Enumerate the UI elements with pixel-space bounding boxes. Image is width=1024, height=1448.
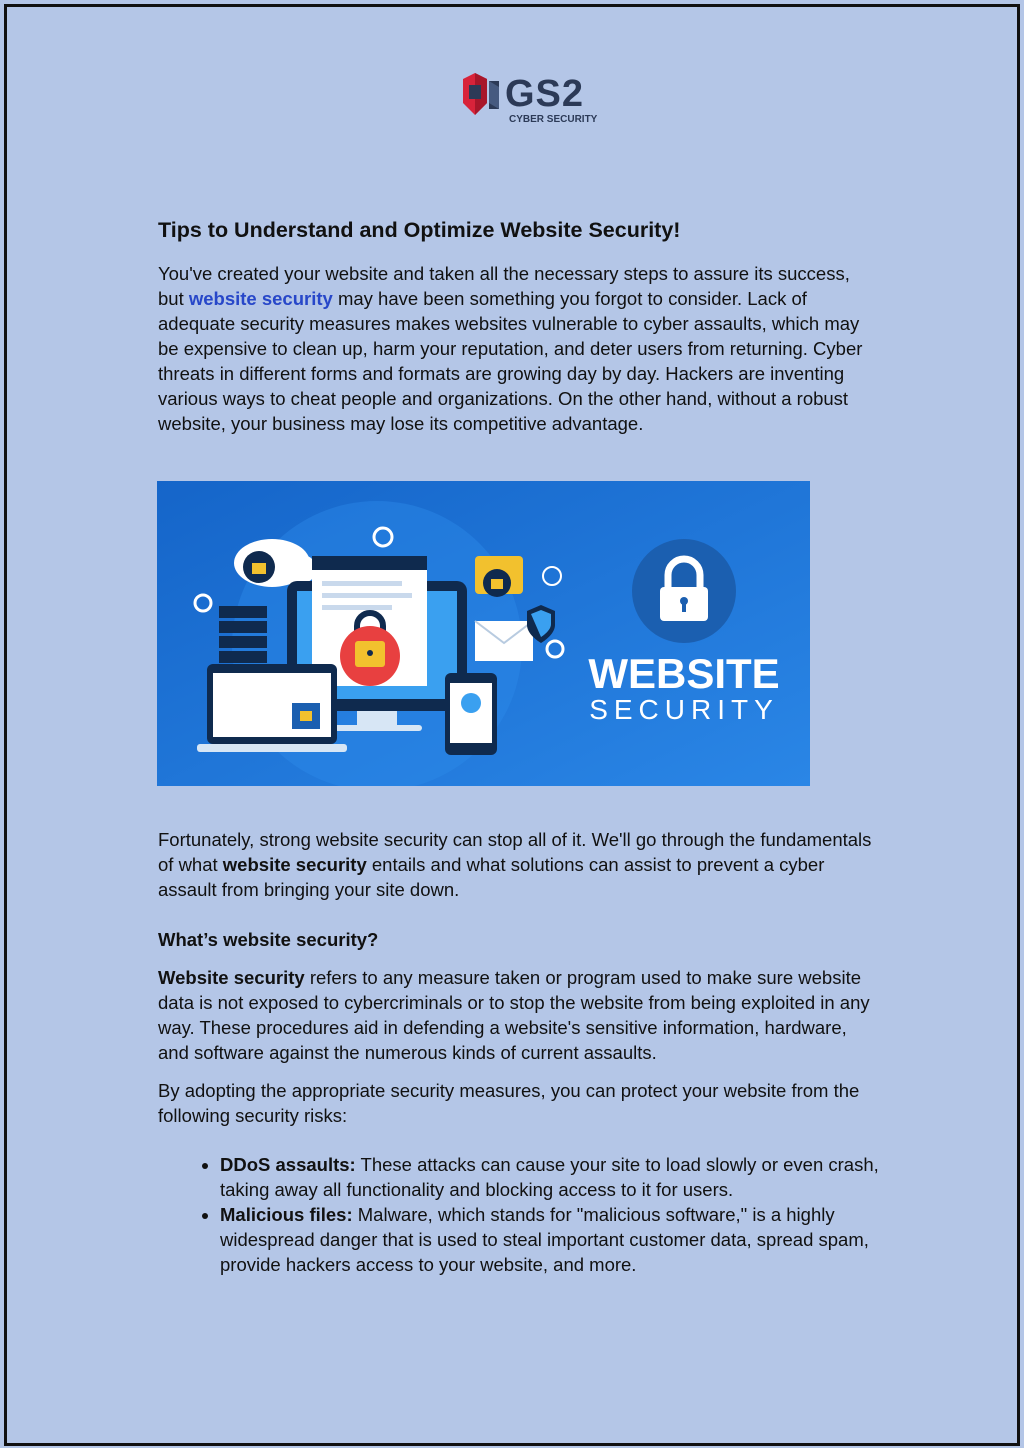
document-page <box>4 4 1020 1446</box>
risk-desc: These attacks can cause your site to load slowly or even crash, taking away all functionality and blocking access to it for users. <box>220 1154 879 1200</box>
banner-title: WEBSITE <box>588 650 780 697</box>
section-heading: What’s website security? <box>158 929 379 950</box>
intro-text-end: may have been something you forgot to consider. Lack of adequate security measures makes websites vulnerable to cyber assaults, which may be expensive to clean up, harm your reputation, and deter users from returning. Cyber threats in different forms and formats are growing day by day. Hackers are inventing various ways to cheat people and organizations. On the other hand, without a robust website, your business may lose its competitive advantage. <box>158 288 863 434</box>
intro-text-start: You've created your website and taken all the necessary steps to assure its success, but <box>158 263 850 309</box>
risk-desc: Malware, which stands for "malicious software," is a highly widespread danger that is used to steal important customer data, spread spam, provide hackers access to your website, and more. <box>220 1204 869 1275</box>
smartphone-icon <box>445 673 497 755</box>
logo-brand: GS2 <box>505 73 585 115</box>
intro-paragraph <box>158 261 880 436</box>
laptop-icon <box>197 664 347 752</box>
p2-text-start: Fortunately, strong website security can stop all of it. We'll go through the fundamentals of what <box>158 829 872 875</box>
email-icon <box>475 621 533 661</box>
fortunately-paragraph <box>158 827 880 902</box>
website-security-link[interactable]: website security <box>188 288 333 309</box>
article-intro <box>158 215 880 436</box>
logo-tagline: CYBER SECURITY <box>509 114 598 125</box>
list-item <box>220 1152 880 1202</box>
risks-intro-paragraph: By adopting the appropriate security measures, you can protect your website from the following security risks: <box>158 1080 860 1126</box>
folder-lock-icon <box>475 556 523 597</box>
list-item <box>220 1202 880 1277</box>
large-padlock-icon <box>632 539 736 643</box>
article-body <box>158 827 880 1277</box>
p2-bold-term: website security <box>222 854 367 875</box>
p3-bold-term: Website security <box>158 967 305 988</box>
p3-text: refers to any measure taken or program used to make sure website data is not exposed to cybercriminals or to stop the website from being exploited in any way. These procedures aid in defending a website's sensitive information, hardware, and software against the numerous kinds of current assaults. <box>158 967 870 1063</box>
shield-logo-icon <box>463 73 499 115</box>
banner-subtitle: SECURITY <box>589 694 779 725</box>
p2-text-end: entails and what solutions can assist to prevent a cyber assault from bringing your site down. <box>158 854 825 900</box>
definition-paragraph <box>158 965 880 1065</box>
gs2-logo <box>459 69 609 127</box>
risk-term: DDoS assaults: <box>220 1154 356 1175</box>
website-security-banner <box>157 481 810 786</box>
risk-term: Malicious files: <box>220 1204 353 1225</box>
risks-list <box>158 1152 880 1277</box>
article-title: Tips to Understand and Optimize Website Security! <box>158 218 681 242</box>
